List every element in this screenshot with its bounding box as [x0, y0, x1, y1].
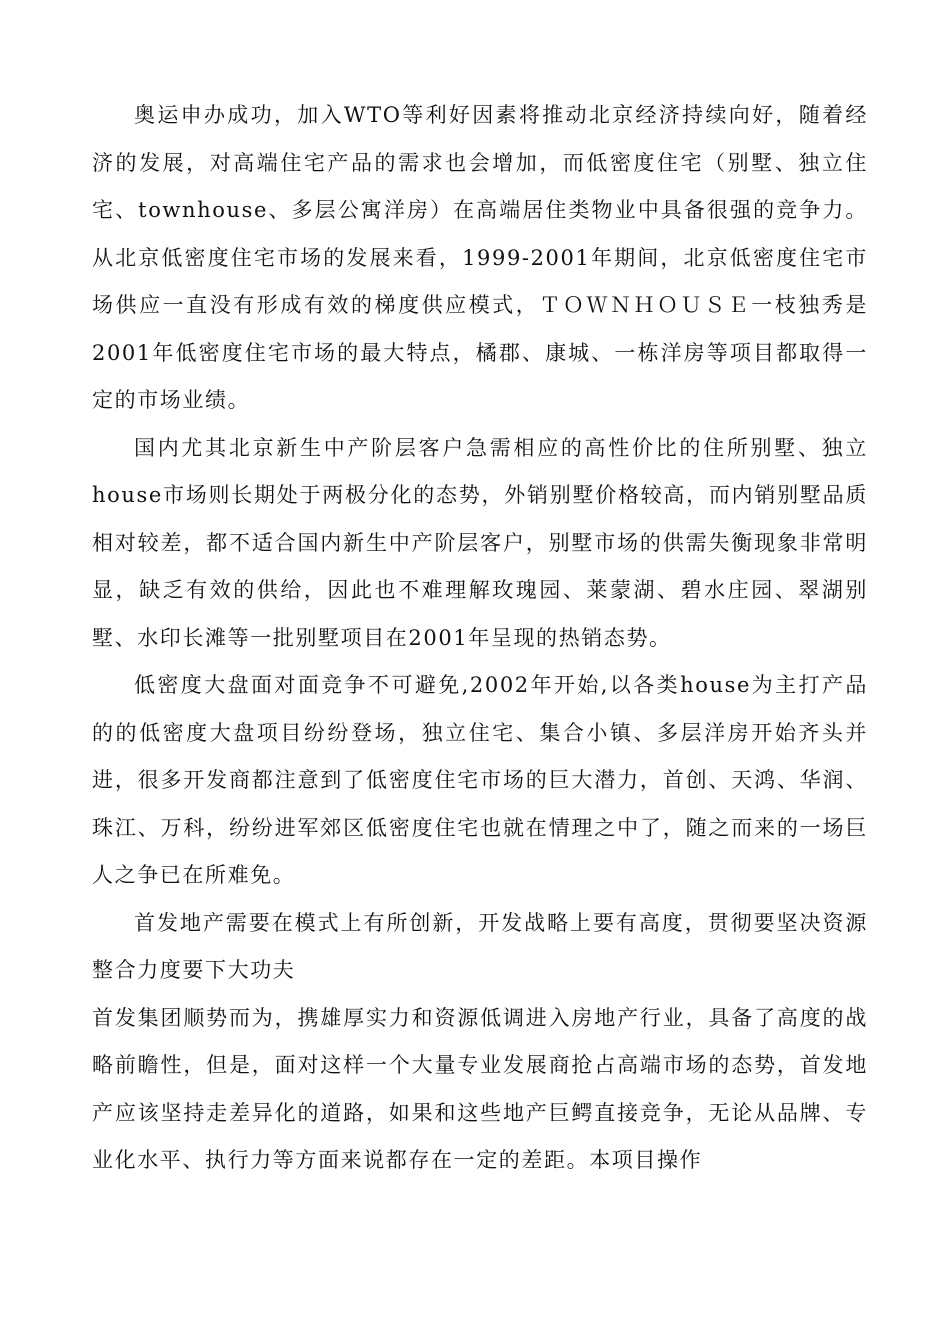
- paragraph-shoufa-group: 首发集团顺势而为，携雄厚实力和资源低调进入房地产行业，具备了高度的战略前瞻性，但是，面对这样一个大量专业发展商抢占高端市场的态势，首发地产应该坚持走差异化的道路，如果和这些地产巨鳄直接竞争，无论从品牌、专业化水平、执行力等方面来说都存在一定的差距。本项目操作: [92, 1005, 868, 1172]
- paragraph-olympic-bid: 奥运申办成功，加入WTO等利好因素将推动北京经济持续向好，随着经济的发展，对高端住宅产品的需求也会增加，而低密度住宅（别墅、独立住宅、townhouse、多层公寓洋房）在高端居住类物业中具备很强的竞争力。从北京低密度住宅市场的发展来看，1999-2001年期间，北京低密度住宅市场供应一直没有形成有效的梯度供应模式，ＴＯＷＮＨＯＵＳＥ一枝独秀是2001年低密度住宅市场的最大特点，橘郡、康城、一栋洋房等项目都取得一定的市场业绩。: [92, 103, 868, 412]
- paragraph-middle-class-demand: 国内尤其北京新生中产阶层客户急需相应的高性价比的住所别墅、独立house市场则长期处于两极分化的态势，外销别墅价格较高，而内销别墅品质相对较差，都不适合国内新生中产阶层客户，别墅市场的供需失衡现象非常明显，缺乏有效的供给，因此也不难理解玫瑰园、莱蒙湖、碧水庄园、翠湖别墅、水印长滩等一批别墅项目在2001年呈现的热销态势。: [92, 435, 868, 650]
- paragraph-strategy-heading: 首发地产需要在模式上有所创新，开发战略上要有高度，贯彻要坚决资源整合力度要下大功夫: [92, 910, 868, 982]
- document-body: [92, 92, 868, 1185]
- paragraph-low-density-competition: 低密度大盘面对面竞争不可避免,2002年开始,以各类house为主打产品的的低密度大盘项目纷纷登场，独立住宅、集合小镇、多层洋房开始齐头并进，很多开发商都注意到了低密度住宅市场的巨大潜力，首创、天鸿、华润、珠江、万科，纷纷进军郊区低密度住宅也就在情理之中了，随之而来的一场巨人之争已在所难免。: [92, 673, 868, 887]
